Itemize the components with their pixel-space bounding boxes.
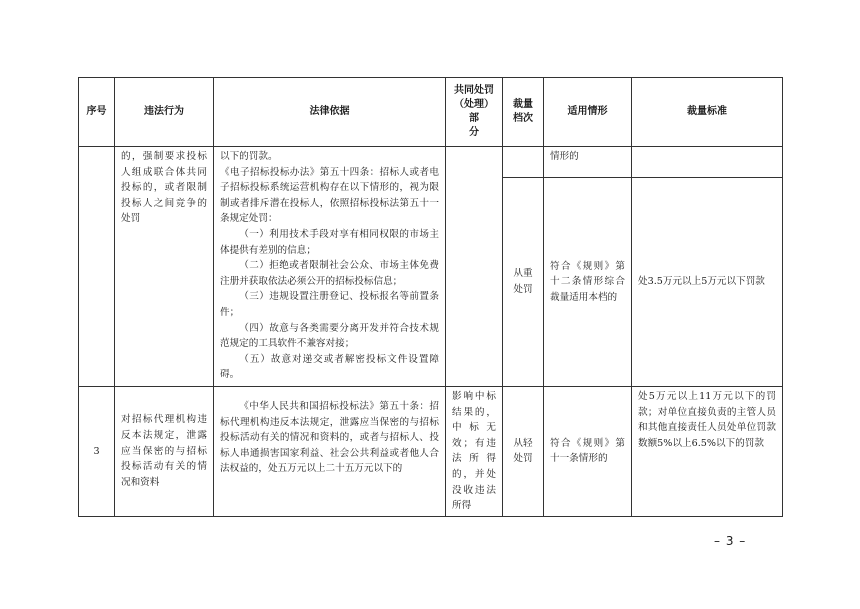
standard-text: 处5万元以上11万元以下的罚款；对单位直接负责的主管人员和其他直接责任人员处单位罚款数额5%以上6.5%以下的罚款 (638, 391, 776, 449)
table-row (79, 147, 783, 178)
joint-penalty-cell (446, 387, 503, 517)
violation-text: 的，强制要求投标人组成联合体共同投标的，或者限制投标人之间竞争的处罚 (121, 151, 207, 225)
situation-text: 情形的 (550, 151, 579, 162)
seq-number: 3 (93, 445, 100, 457)
level-text: 从重处罚 (513, 268, 533, 295)
standard-cell (632, 147, 783, 178)
header-joint-line3b: 分 (469, 127, 479, 138)
legal-basis-text (214, 147, 445, 385)
header-joint-penalty (446, 78, 503, 147)
header-seq: 序号 (79, 78, 115, 147)
basis-line: （三）违规设置注册登记、投标报名等前置条件； (220, 291, 439, 318)
table-row (79, 387, 783, 517)
basis-line: （二）拒绝或者限制社会公众、市场主体免费注册并获取依法必须公开的招标投标信息； (220, 260, 439, 287)
header-situation: 适用情形 (544, 78, 632, 147)
basis-line: 《电子招标投标办法》第五十四条：招标人或者电子招标投标系统运营机构存在以下情形的，视为限制或者排斥潜在投标人，依照招标投标法第五十一条规定处罚： (220, 166, 439, 225)
level-text: 从轻处罚 (513, 437, 533, 465)
standard-text: 处3.5万元以上5万元以下罚款 (638, 276, 765, 288)
situation-cell (544, 147, 632, 178)
legal-basis-cell (214, 147, 446, 387)
legal-basis-text: 《中华人民共和国招标投标法》第五十条：招标代理机构违反本法规定，泄露应当保密的与招标投标活动有关的情况和资料的，或者与招标人、投标人串通损害国家利益、社会公共利益或者他人合法权益的，处五万元以上二十五万元以下的 (220, 401, 439, 475)
joint-penalty-cell (446, 147, 503, 387)
violation-cell (115, 147, 214, 387)
header-level-line1: 裁量 (513, 99, 533, 110)
level-cell (503, 178, 544, 387)
standard-cell (632, 178, 783, 387)
level-cell (503, 387, 544, 517)
header-violation: 违法行为 (115, 78, 214, 147)
basis-line: 以下的罚款。 (220, 151, 278, 162)
header-joint-line2: （处理） (454, 99, 494, 110)
basis-line: （五）故意对递交或者解密投标文件设置障碍。 (220, 353, 439, 381)
situation-cell (544, 178, 632, 387)
header-joint-line1: 共同处罚 (454, 85, 494, 96)
situation-text: 符合《规则》第十二条情形综合裁量适用本档的 (550, 260, 625, 303)
violation-text: 对招标代理机构违反本法规定，泄露应当保密的与招标投标活动有关的情况和资料 (121, 414, 207, 488)
header-joint-line3a: 部 (469, 113, 479, 124)
header-legal-basis: 法律依据 (214, 78, 446, 147)
violation-cell (115, 387, 214, 517)
header-level (503, 78, 544, 147)
header-standard: 裁量标准 (632, 78, 783, 147)
page-number: – 3 – (714, 534, 747, 548)
seq-cell (79, 387, 115, 517)
header-level-line2: 档次 (513, 113, 533, 124)
legal-basis-cell (214, 387, 446, 517)
seq-cell (79, 147, 115, 387)
standard-cell (632, 387, 783, 517)
penalty-table (78, 77, 783, 517)
level-cell (503, 147, 544, 178)
situation-text: 符合《规则》第十一条情形的 (550, 437, 625, 465)
situation-cell (544, 387, 632, 517)
joint-penalty-text: 影响中标结果的，中标无效；有违法所得的，并处没收违法所得 (452, 391, 496, 512)
basis-line: （四）故意与各类需要分离开发并符合技术规范规定的工具软件不兼容对接； (220, 322, 439, 350)
basis-line: （一）利用技术手段对享有相同权限的市场主体提供有差别的信息； (220, 228, 439, 256)
table-header-row (79, 78, 783, 147)
